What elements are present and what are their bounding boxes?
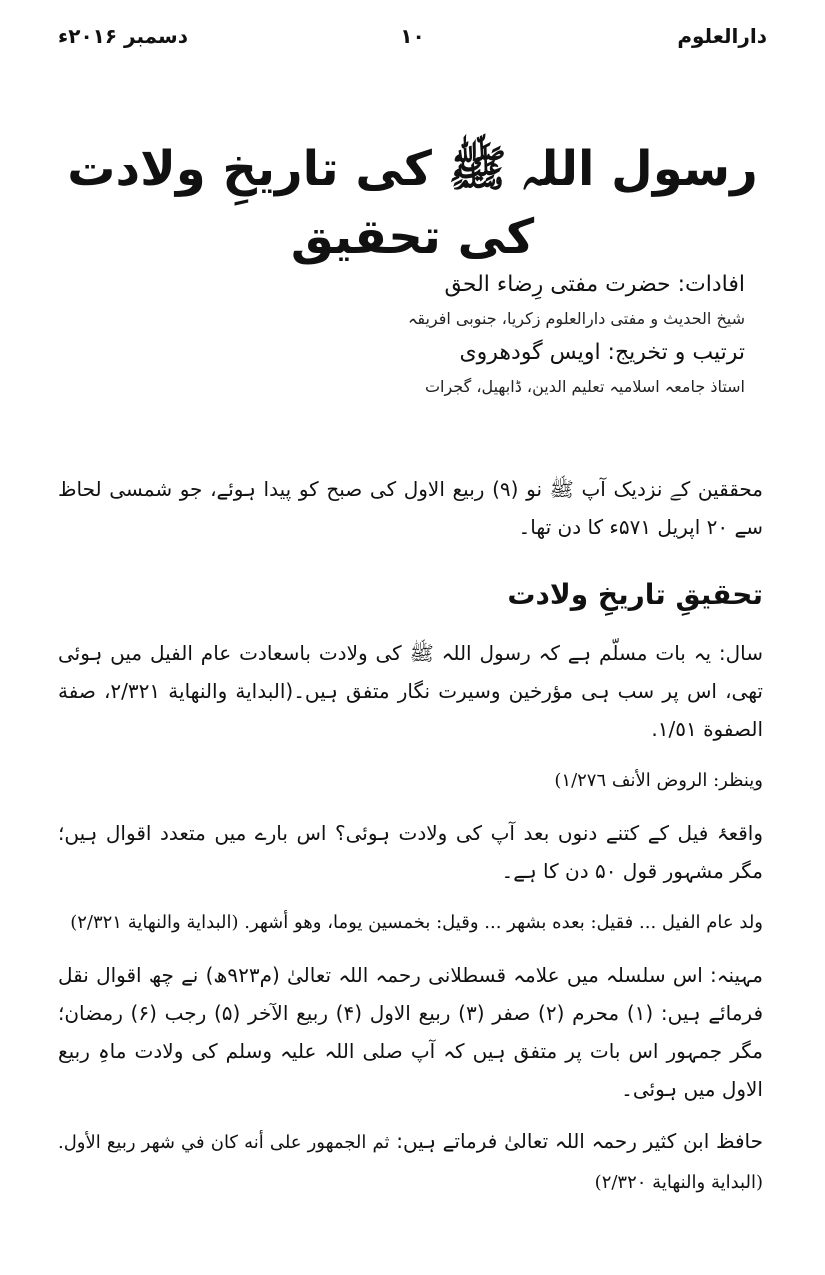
page-number: ۱۰ [400,24,425,48]
article-title: رسول اللہ ﷺ کی تاریخِ ولادت کی تحقیق [67,141,758,265]
compiler-line: ترتیب و تخریج: اویس گودھروی [459,340,745,365]
author-line: افادات: حضرت مفتی رِضاء الحق [444,272,745,297]
paragraph-year: سال: یہ بات مسلّم ہے کہ رسول اللہ ﷺ کی ولادت باسعادت عام الفیل میں ہوئی تھی، اس پر سب ہی مؤرخین وسیرت نگار متفق ہیں۔(البداية والنهاية ٢/٣٢١، صفة الصفوة ١/٥١. [58,641,763,741]
journal-name: دارالعلوم [677,24,767,48]
paragraph-ibn-kathir [58,1122,763,1202]
paragraph-days: واقعۂ فیل کے کتنے دنوں بعد آپ کی ولادت ہوئی؟ اس بارے میں متعدد اقوال ہیں؛ مگر مشہور قول ۵۰ دن کا ہے۔ [58,821,763,883]
ibn-kathir-arabic: ثم الجمهور على أنه كان في شهر ربيع الأول. (البداية والنهاية ٢/٣٢٠) [58,1132,763,1193]
section-heading: تحقیقِ تاریخِ ولادت [507,578,763,611]
intro-paragraph: محققین کے نزدیک آپ ﷺ نو (۹) ربیع الاول کی صبح کو پیدا ہوئے، جو شمسی لحاظ سے ۲۰ اپریل ۵۷۱ء کا دن تھا۔ [58,477,763,539]
page-header [58,18,767,58]
paragraph-month: مہینہ: اس سلسلہ میں علامہ قسطلانی رحمہ اللہ تعالیٰ (م۹۲۳ھ) نے چھ اقوال نقل فرمائے ہیں: (۱) محرم (۲) صفر (۳) ربیع الاول (۴) ربیع الآخر (۵) رجب (۶) رمضان؛ مگر جمہور اس بات پر متفق ہیں کہ آپ صلی اللہ علیہ وسلم کی ولادت ماہِ ربیع الاول میں ہوئی۔ [58,963,764,1101]
compiler-role: استاذ جامعہ اسلامیہ تعلیم الدین، ڈابھیل، گجرات [424,377,745,396]
article-body [58,470,763,1216]
paragraph-year-reference: وينظر: الروض الأنف ١/٢٧٦) [554,770,763,791]
ibn-kathir-urdu: حافظ ابن کثیر رحمہ اللہ تعالیٰ فرماتے ہیں: [396,1129,764,1153]
issue-date: دسمبر ۲۰۱۶ء [58,24,188,48]
paragraph-days-arabic: ولد عام الفيل ... فقيل: بعده بشهر ... وقيل: بخمسين يوما، وهو أشهر. (البداية والنهاية ٢/٣٢١) [70,912,763,933]
credits [80,272,745,408]
author-role: شیخ الحدیث و مفتی دارالعلوم زکریا، جنوبی افریقہ [407,309,745,328]
